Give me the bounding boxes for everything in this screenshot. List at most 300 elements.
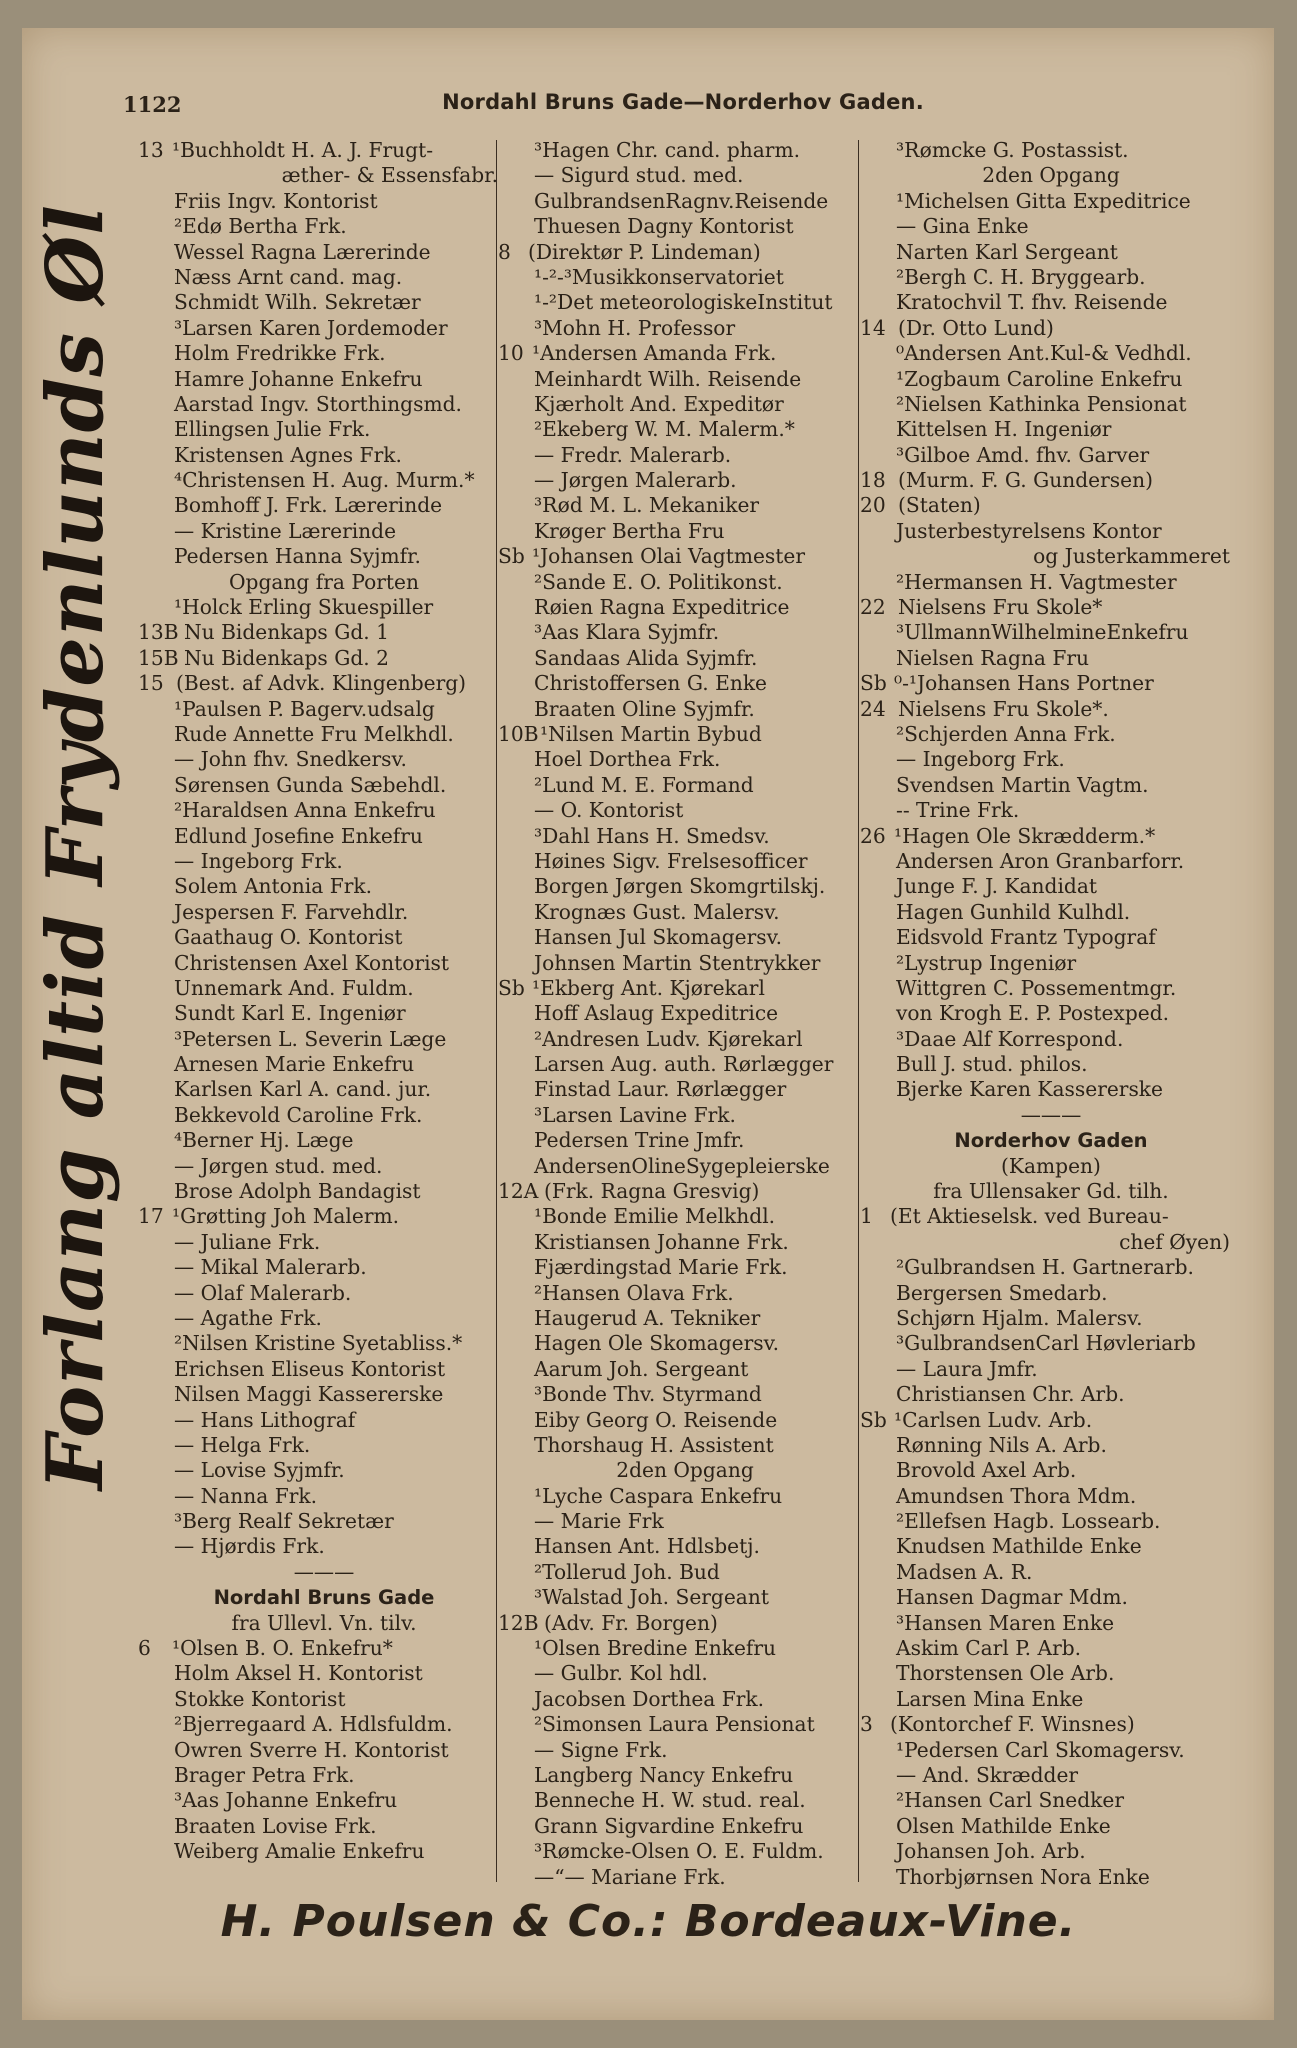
entry-text: Arnesen Marie Enkefru bbox=[174, 1052, 415, 1077]
entry-text: AndersenOlineSygepleierske bbox=[534, 1153, 830, 1178]
entry-text: — And. Skrædder bbox=[896, 1763, 1079, 1787]
directory-entry bbox=[146, 747, 502, 772]
entry-text: Junge F. J. Kandidat bbox=[896, 874, 1098, 899]
directory-entry bbox=[868, 1154, 1234, 1179]
directory-entry bbox=[506, 443, 864, 468]
directory-entry bbox=[506, 519, 864, 544]
directory-entry bbox=[868, 392, 1234, 417]
directory-entry bbox=[146, 189, 502, 214]
entry-text: Edlund Josefine Enkefru bbox=[174, 823, 423, 848]
directory-column-1 bbox=[138, 138, 502, 1882]
entry-text: Langberg Nancy Enkefru bbox=[534, 1763, 794, 1787]
directory-entry bbox=[146, 976, 502, 1001]
entry-text: Thuesen Dagny Kontorist bbox=[534, 214, 794, 239]
entry-text: Narten Karl Sergeant bbox=[896, 239, 1118, 264]
entry-text: — Gulbr. Kol hdl. bbox=[534, 1661, 708, 1686]
directory-entry bbox=[868, 1458, 1234, 1483]
entry-text: ³Petersen L. Severin Læge bbox=[174, 1026, 447, 1051]
directory-entry bbox=[498, 239, 864, 265]
house-number: 26 bbox=[860, 823, 886, 848]
directory-entry bbox=[146, 595, 502, 620]
directory-entry bbox=[146, 544, 502, 569]
directory-entry bbox=[506, 1103, 864, 1128]
entry-text: ³Daae Alf Korrespond. bbox=[896, 1026, 1124, 1051]
entry-text: — Mikal Malerarb. bbox=[174, 1255, 367, 1280]
entry-text: Christoffersen G. Enke bbox=[534, 671, 768, 696]
directory-entry bbox=[868, 367, 1234, 392]
entry-text: ⁴Berner Hj. Læge bbox=[174, 1128, 354, 1153]
entry-text: Schmidt Wilh. Sekretær bbox=[174, 290, 421, 315]
entry-text: Hoff Aslaug Expeditrice bbox=[534, 1001, 779, 1026]
entry-text: von Krogh E. P. Postexped. bbox=[896, 1001, 1170, 1026]
entry-text: Nordahl Bruns Gade bbox=[213, 1586, 435, 1610]
entry-text: Knudsen Mathilde Enke bbox=[896, 1534, 1142, 1559]
directory-entry bbox=[868, 1509, 1234, 1534]
entry-text: ¹Buchholdt H. A. J. Frugt- bbox=[172, 138, 434, 162]
directory-entry bbox=[860, 1407, 1234, 1433]
entry-text: Holm Fredrikke Frk. bbox=[174, 341, 386, 366]
entry-text: Kristiansen Johanne Frk. bbox=[534, 1229, 789, 1254]
entry-text: Rude Annette Fru Melkhdl. bbox=[174, 721, 454, 746]
directory-entry bbox=[506, 925, 864, 950]
footer-advertisement: H. Poulsen & Co.: Bordeaux-Vine. bbox=[220, 1896, 1077, 1947]
entry-text: Pedersen Hanna Syjmfr. bbox=[174, 544, 421, 569]
entry-text: (Frk. Ragna Gresvig) bbox=[544, 1179, 760, 1204]
directory-entry bbox=[868, 1534, 1234, 1559]
directory-entry bbox=[868, 646, 1234, 671]
entry-text: ²Ekeberg W. M. Malerm.* bbox=[534, 417, 795, 442]
directory-entry bbox=[146, 1001, 502, 1026]
entry-text: Bomhoff J. Frk. Lærerinde bbox=[174, 493, 443, 518]
entry-text: Finstad Laur. Rørlægger bbox=[534, 1077, 787, 1102]
directory-entry bbox=[506, 1484, 864, 1509]
entry-text: Thorstensen Ole Arb. bbox=[896, 1661, 1115, 1686]
entry-text: ³Hansen Maren Enke bbox=[896, 1610, 1115, 1635]
entry-text: ⁴Christensen H. Aug. Murm.* bbox=[174, 468, 475, 493]
entry-text: ³Mohn H. Professor bbox=[534, 315, 736, 340]
entry-text: Brose Adolph Bandagist bbox=[174, 1179, 421, 1204]
entry-text: Bergersen Smedarb. bbox=[896, 1280, 1108, 1305]
directory-entry bbox=[146, 1179, 502, 1204]
directory-entry bbox=[506, 671, 864, 696]
entry-text: Solem Antonia Frk. bbox=[174, 874, 373, 899]
entry-text: ¹Hagen Ole Skrædderm.* bbox=[894, 823, 1156, 848]
entry-text: æther- & Essensfabr. bbox=[281, 163, 498, 188]
house-number: 3 bbox=[860, 1712, 873, 1737]
directory-entry bbox=[506, 1331, 864, 1356]
entry-text: Weiberg Amalie Enkefru bbox=[174, 1839, 425, 1864]
side-advertisement bbox=[30, 204, 121, 1490]
entry-text: — Kristine Lærerinde bbox=[174, 518, 397, 543]
entry-text: — Nanna Frk. bbox=[174, 1483, 318, 1508]
entry-text: ¹Ekberg Ant. Kjørekarl bbox=[532, 975, 765, 1000]
directory-entry bbox=[146, 1509, 502, 1534]
entry-text: — Jørgen stud. med. bbox=[174, 1153, 383, 1178]
entry-text: Røien Ragna Expeditrice bbox=[534, 595, 790, 620]
directory-entry bbox=[506, 367, 864, 392]
directory-entry bbox=[146, 1763, 502, 1788]
directory-entry bbox=[506, 1661, 864, 1686]
entry-text: Thorbjørnsen Nora Enke bbox=[896, 1864, 1150, 1889]
entry-text: ²Sande E. O. Politikonst. bbox=[534, 569, 783, 594]
directory-entry bbox=[146, 1814, 502, 1839]
directory-entry bbox=[146, 493, 502, 518]
entry-text: ²Simonsen Laura Pensionat bbox=[534, 1712, 815, 1737]
directory-entry bbox=[506, 646, 864, 671]
directory-entry bbox=[868, 925, 1234, 950]
entry-text: ²Nielsen Kathinka Pensionat bbox=[896, 391, 1187, 416]
directory-entry bbox=[506, 290, 864, 315]
entry-text: — Olaf Malerarb. bbox=[174, 1280, 352, 1305]
directory-entry bbox=[868, 1103, 1234, 1128]
directory-entry bbox=[860, 671, 1234, 696]
entry-text: Rønning Nils A. Arb. bbox=[896, 1432, 1107, 1457]
page-title: Nordahl Bruns Gade—Norderhov Gaden. bbox=[442, 90, 924, 114]
directory-entry bbox=[146, 1484, 502, 1509]
entry-text: GulbrandsenRagnv.Reisende bbox=[534, 188, 829, 213]
entry-text: — Juliane Frk. bbox=[174, 1229, 321, 1254]
directory-entry bbox=[498, 341, 864, 366]
directory-entry bbox=[506, 392, 864, 417]
directory-entry bbox=[868, 570, 1234, 595]
directory-entry bbox=[506, 1788, 864, 1813]
entry-text: Gaathaug O. Kontorist bbox=[174, 925, 403, 950]
directory-entry bbox=[868, 747, 1234, 772]
directory-entry bbox=[506, 1077, 864, 1102]
entry-text: (Best. af Advk. Klingenberg) bbox=[176, 671, 467, 696]
directory-entry bbox=[146, 1230, 502, 1255]
entry-text: Nu Bidenkaps Gd. 2 bbox=[184, 645, 389, 670]
entry-text: ²Nilsen Kristine Syetabliss.* bbox=[174, 1331, 463, 1356]
entry-text: Stokke Kontorist bbox=[174, 1686, 346, 1711]
entry-text: — Hjørdis Frk. bbox=[174, 1534, 325, 1559]
entry-text: (Kontorchef F. Winsnes) bbox=[890, 1712, 1135, 1737]
entry-text: Fjærdingstad Marie Frk. bbox=[534, 1255, 788, 1280]
entry-text: Pedersen Trine Jmfr. bbox=[534, 1128, 745, 1153]
directory-entry bbox=[146, 1712, 502, 1737]
house-number: 22 bbox=[860, 595, 886, 620]
directory-entry bbox=[868, 1306, 1234, 1331]
directory-entry bbox=[506, 468, 864, 493]
directory-entry bbox=[146, 849, 502, 874]
entry-text: ³Aas Klara Syjmfr. bbox=[534, 620, 720, 645]
directory-entry bbox=[868, 1636, 1234, 1661]
entry-text: Larsen Aug. auth. Rørlægger bbox=[534, 1052, 834, 1077]
directory-entry bbox=[506, 1306, 864, 1331]
directory-entry bbox=[868, 874, 1234, 899]
entry-text: Bjerke Karen Kassererske bbox=[896, 1077, 1163, 1102]
entry-text: ²Andresen Ludv. Kjørekarl bbox=[534, 1026, 803, 1051]
directory-entry bbox=[506, 747, 864, 772]
entry-text: -- Trine Frk. bbox=[896, 798, 1020, 823]
entry-text: Nielsens Fru Skole*. bbox=[898, 696, 1109, 721]
directory-entry bbox=[146, 874, 502, 899]
entry-text: — Marie Frk bbox=[534, 1509, 664, 1534]
entry-text: ¹Olsen B. O. Enkefru* bbox=[172, 1636, 393, 1661]
house-number: 10 bbox=[498, 341, 524, 366]
directory-entry bbox=[860, 315, 1234, 341]
directory-entry bbox=[506, 1001, 864, 1026]
directory-entry bbox=[146, 900, 502, 925]
entry-text: Aarum Joh. Sergeant bbox=[534, 1356, 749, 1381]
entry-text: Braaten Lovise Frk. bbox=[174, 1813, 377, 1838]
entry-text: ³UllmannWilhelmineEnkefru bbox=[896, 620, 1189, 645]
entry-text: ³Gilboe Amd. fhv. Garver bbox=[896, 442, 1150, 467]
directory-entry bbox=[506, 1408, 864, 1433]
directory-entry bbox=[146, 570, 502, 595]
directory-entry bbox=[506, 1027, 864, 1052]
entry-text: ²Lund M. E. Formand bbox=[534, 772, 754, 797]
directory-entry bbox=[868, 138, 1234, 163]
entry-text: ⁰-¹Johansen Hans Portner bbox=[894, 671, 1154, 696]
entry-text: Kristensen Agnes Frk. bbox=[174, 442, 402, 467]
entry-text: ¹Johansen Olai Vagtmester bbox=[532, 544, 805, 569]
entry-text: Eiby Georg O. Reisende bbox=[534, 1407, 778, 1432]
entry-text: ¹Paulsen P. Bagerv.udsalg bbox=[174, 696, 435, 721]
entry-text: — Fredr. Malerarb. bbox=[534, 442, 732, 467]
entry-text: Nilsen Maggi Kassererske bbox=[174, 1382, 444, 1407]
directory-entry bbox=[506, 214, 864, 239]
directory-entry bbox=[868, 1865, 1234, 1890]
entry-text: ——— bbox=[293, 1559, 355, 1584]
entry-text: Svendsen Martin Vagtm. bbox=[896, 772, 1149, 797]
entry-text: Sørensen Gunda Sæbehdl. bbox=[174, 772, 447, 797]
house-number: Sb bbox=[498, 544, 525, 569]
entry-text: Hansen Ant. Hdlsbetj. bbox=[534, 1534, 760, 1559]
directory-entry bbox=[868, 1788, 1234, 1813]
directory-entry bbox=[868, 1281, 1234, 1306]
directory-entry bbox=[138, 620, 502, 645]
directory-entry bbox=[146, 367, 502, 392]
directory-entry bbox=[868, 214, 1234, 239]
entry-text: Olsen Mathilde Enke bbox=[896, 1813, 1111, 1838]
house-number: 20 bbox=[860, 493, 886, 518]
directory-column-3 bbox=[860, 138, 1234, 1889]
entry-text: Madsen A. R. bbox=[896, 1559, 1033, 1584]
entry-text: Braaten Oline Syjmfr. bbox=[534, 696, 755, 721]
directory-entry bbox=[868, 265, 1234, 290]
entry-text: Næss Arnt cand. mag. bbox=[174, 264, 403, 289]
entry-text: ³Rød M. L. Mekaniker bbox=[534, 493, 760, 518]
directory-entry bbox=[506, 1382, 864, 1407]
directory-entry bbox=[146, 722, 502, 747]
house-number: 12B bbox=[498, 1610, 539, 1635]
entry-text: Bull J. stud. philos. bbox=[896, 1052, 1088, 1077]
entry-text: ¹Nilsen Martin Bybud bbox=[540, 721, 762, 746]
directory-entry bbox=[146, 1382, 502, 1407]
directory-entry bbox=[146, 1534, 502, 1559]
directory-entry bbox=[138, 671, 502, 696]
directory-entry bbox=[506, 1814, 864, 1839]
entry-text: Eidsvold Frantz Typograf bbox=[896, 925, 1156, 950]
directory-entry bbox=[868, 1661, 1234, 1686]
entry-text: Hoel Dorthea Frk. bbox=[534, 747, 721, 772]
directory-entry bbox=[146, 392, 502, 417]
entry-text: Hamre Johanne Enkefru bbox=[174, 366, 423, 391]
entry-text: Thorshaug H. Assistent bbox=[534, 1432, 774, 1457]
directory-entry bbox=[146, 290, 502, 315]
directory-entry bbox=[506, 1687, 864, 1712]
directory-entry bbox=[146, 1103, 502, 1128]
entry-text: ¹Olsen Bredine Enkefru bbox=[534, 1636, 777, 1661]
entry-text: Sundt Karl E. Ingeniør bbox=[174, 1001, 406, 1026]
directory-entry bbox=[146, 1052, 502, 1077]
directory-entry bbox=[138, 1636, 502, 1661]
entry-text: Jacobsen Dorthea Frk. bbox=[534, 1686, 765, 1711]
entry-text: 2den Opgang bbox=[982, 163, 1120, 188]
directory-entry bbox=[138, 645, 502, 671]
page-number: 1122 bbox=[123, 92, 182, 117]
entry-text: Amundsen Thora Mdm. bbox=[896, 1483, 1137, 1508]
side-advertisement-text: Forlang altid Frydenlunds Øl bbox=[30, 204, 121, 1490]
entry-text: — Ingeborg Frk. bbox=[174, 848, 343, 873]
entry-text: ¹Zogbaum Caroline Enkefru bbox=[896, 366, 1183, 391]
directory-entry bbox=[506, 570, 864, 595]
directory-entry bbox=[146, 697, 502, 722]
entry-text: ¹Lyche Caspara Enkefru bbox=[534, 1483, 783, 1508]
entry-text: ¹-²-³Musikkonservatoriet bbox=[534, 264, 784, 289]
directory-entry bbox=[146, 1661, 502, 1686]
entry-text: — Hans Lithograf bbox=[174, 1407, 356, 1432]
directory-entry bbox=[506, 1154, 864, 1179]
entry-text: Kittelsen H. Ingeniør bbox=[896, 417, 1112, 442]
house-number: Sb bbox=[498, 975, 525, 1000]
directory-entry bbox=[506, 1230, 864, 1255]
entry-text: ²Hermansen H. Vagtmester bbox=[896, 569, 1177, 594]
entry-text: Brovold Axel Arb. bbox=[896, 1458, 1077, 1483]
entry-text: Grann Sigvardine Enkefru bbox=[534, 1813, 804, 1838]
directory-entry bbox=[506, 1636, 864, 1661]
directory-entry bbox=[868, 240, 1234, 265]
entry-text: ¹Grøtting Joh Malerm. bbox=[172, 1204, 400, 1229]
directory-entry bbox=[860, 1204, 1234, 1229]
entry-text: ⁰Andersen Ant.Kul-& Vedhdl. bbox=[896, 341, 1192, 366]
directory-entry bbox=[506, 773, 864, 798]
directory-column-2 bbox=[498, 138, 864, 1889]
directory-entry bbox=[146, 468, 502, 493]
entry-text: Johansen Joh. Arb. bbox=[896, 1839, 1086, 1864]
entry-text: — Signe Frk. bbox=[534, 1737, 668, 1762]
directory-entry bbox=[506, 1509, 864, 1534]
directory-entry bbox=[146, 417, 502, 442]
directory-entry bbox=[868, 1433, 1234, 1458]
directory-entry bbox=[146, 925, 502, 950]
entry-text: — John fhv. Snedkersv. bbox=[174, 747, 407, 772]
entry-text: — Gina Enke bbox=[896, 214, 1029, 239]
entry-text: Norderhov Gaden bbox=[954, 1129, 1148, 1153]
entry-text: ²Schjerden Anna Frk. bbox=[896, 721, 1116, 746]
directory-entry bbox=[506, 1738, 864, 1763]
directory-entry bbox=[506, 1433, 864, 1458]
entry-text: Nielsens Fru Skole* bbox=[898, 595, 1103, 620]
entry-text: Justerbestyrelsens Kontor bbox=[896, 518, 1162, 543]
directory-entry bbox=[506, 1281, 864, 1306]
house-number: 13B bbox=[138, 620, 179, 645]
directory-entry bbox=[146, 1839, 502, 1864]
directory-entry bbox=[506, 1585, 864, 1610]
directory-entry bbox=[146, 1585, 502, 1610]
directory-entry bbox=[506, 1712, 864, 1737]
entry-text: (Kampen) bbox=[1001, 1153, 1101, 1178]
entry-text: Askim Carl P. Arb. bbox=[896, 1636, 1082, 1661]
entry-text: Krognæs Gust. Malersv. bbox=[534, 899, 780, 924]
directory-entry bbox=[868, 1738, 1234, 1763]
entry-text: Benneche H. W. stud. real. bbox=[534, 1788, 806, 1813]
house-number: 15B bbox=[138, 645, 179, 670]
directory-entry bbox=[498, 1610, 864, 1636]
directory-entry bbox=[498, 544, 864, 569]
directory-entry bbox=[868, 417, 1234, 442]
entry-text: Christiansen Chr. Arb. bbox=[896, 1382, 1125, 1407]
house-number: 17 bbox=[138, 1204, 164, 1229]
entry-text: Hansen Dagmar Mdm. bbox=[896, 1585, 1128, 1610]
entry-text: — Sigurd stud. med. bbox=[534, 163, 744, 188]
directory-entry bbox=[146, 1077, 502, 1102]
entry-text: ¹-²Det meteorologiskeInstitut bbox=[534, 290, 833, 315]
entry-text: ²Haraldsen Anna Enkefru bbox=[174, 798, 436, 823]
entry-text: Owren Sverre H. Kontorist bbox=[174, 1737, 449, 1762]
entry-text: fra Ullensaker Gd. tilh. bbox=[933, 1179, 1169, 1204]
entry-text: — Jørgen Malerarb. bbox=[534, 468, 737, 493]
directory-entry bbox=[146, 443, 502, 468]
directory-entry bbox=[868, 1001, 1234, 1026]
directory-entry bbox=[146, 519, 502, 544]
house-number: 15 bbox=[138, 671, 164, 696]
entry-text: ³Bonde Thv. Styrmand bbox=[534, 1382, 762, 1407]
directory-entry bbox=[506, 265, 864, 290]
entry-text: ³Dahl Hans H. Smedsv. bbox=[534, 823, 770, 848]
entry-text: ¹Bonde Emilie Melkhdl. bbox=[534, 1204, 776, 1229]
entry-text: ¹Holck Erling Skuespiller bbox=[174, 595, 434, 620]
directory-entry bbox=[506, 900, 864, 925]
entry-text: ²Edø Bertha Frk. bbox=[174, 214, 347, 239]
directory-entry bbox=[146, 1560, 502, 1585]
directory-entry bbox=[868, 1560, 1234, 1585]
entry-text: ³Rømcke-Olsen O. E. Fuldm. bbox=[534, 1839, 824, 1864]
directory-entry bbox=[868, 620, 1234, 645]
page-header bbox=[123, 68, 1243, 117]
entry-text: Brager Petra Frk. bbox=[174, 1763, 355, 1787]
directory-entry bbox=[506, 1357, 864, 1382]
entry-text: Opgang fra Porten bbox=[229, 569, 419, 594]
directory-entry bbox=[498, 975, 864, 1001]
directory-entry bbox=[506, 1204, 864, 1229]
directory-entry bbox=[868, 1027, 1234, 1052]
entry-text: ¹Andersen Amanda Frk. bbox=[532, 341, 777, 366]
directory-entry bbox=[506, 951, 864, 976]
entry-text: ²Hansen Carl Snedker bbox=[896, 1788, 1124, 1813]
entry-text: ²Lystrup Ingeniør bbox=[896, 950, 1077, 975]
entry-text: Wessel Ragna Lærerinde bbox=[174, 239, 431, 264]
directory-entry bbox=[860, 696, 1234, 722]
directory-entry bbox=[868, 341, 1234, 366]
house-number: 8 bbox=[498, 239, 511, 264]
directory-entry bbox=[146, 1281, 502, 1306]
entry-text: ³Berg Realf Sekretær bbox=[174, 1509, 394, 1534]
entry-text: Holm Aksel H. Kontorist bbox=[174, 1661, 423, 1686]
entry-text: Kratochvil T. fhv. Reisende bbox=[896, 290, 1168, 315]
directory-entry bbox=[146, 240, 502, 265]
directory-entry bbox=[506, 798, 864, 823]
entry-text: Erichsen Eliseus Kontorist bbox=[174, 1356, 446, 1381]
house-number: Sb bbox=[860, 1407, 887, 1432]
entry-text: — Lovise Syjmfr. bbox=[174, 1458, 345, 1483]
directory-entry bbox=[146, 1357, 502, 1382]
directory-entry bbox=[506, 595, 864, 620]
directory-entry bbox=[506, 1458, 864, 1483]
entry-text: ³Larsen Lavine Frk. bbox=[534, 1102, 736, 1127]
entry-text: ²Ellefsen Hagb. Lossearb. bbox=[896, 1509, 1161, 1534]
